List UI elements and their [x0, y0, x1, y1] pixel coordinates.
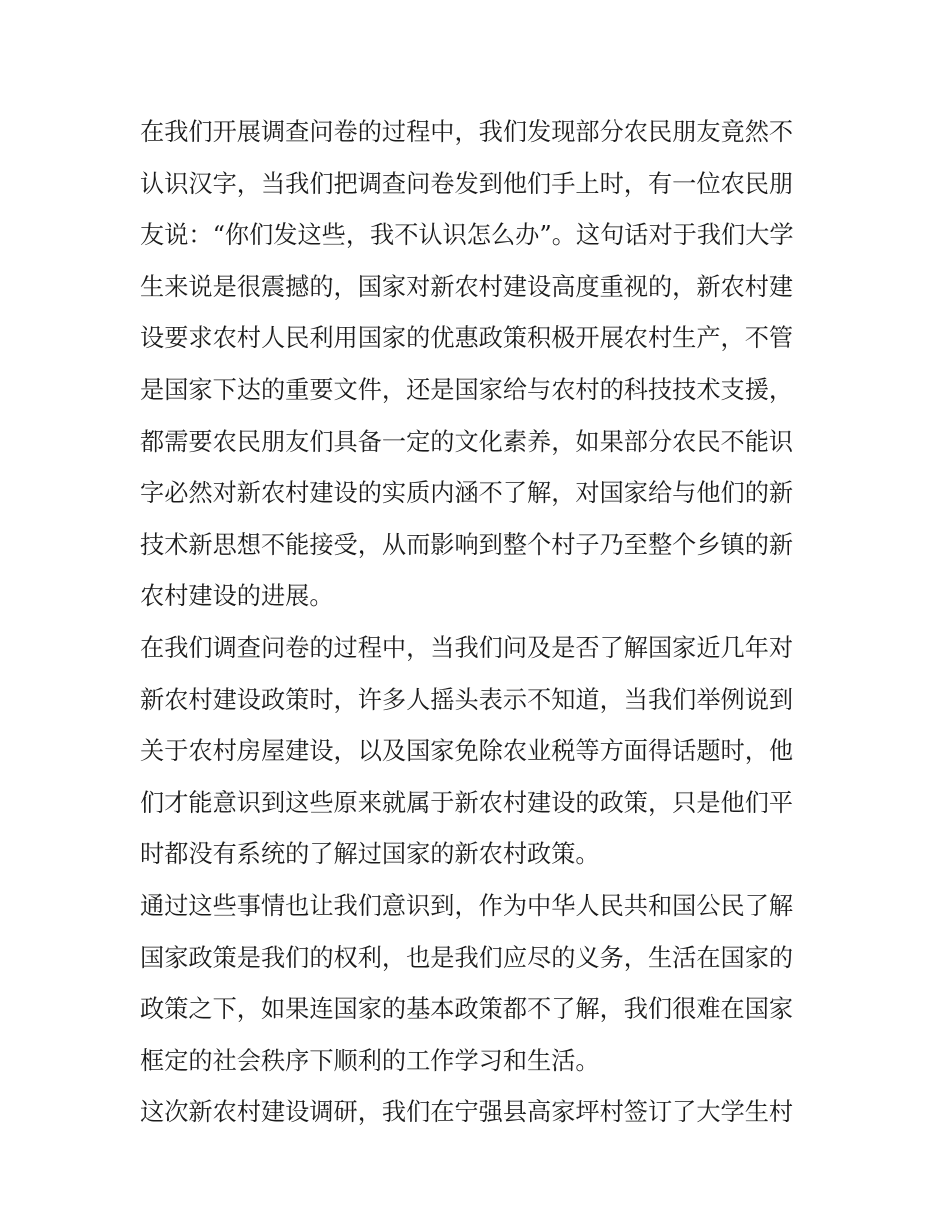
text-line: 是国家下达的重要文件，还是国家给与农村的科技技术支援， [140, 375, 794, 404]
text-line: 框定的社会秩序下顺利的工作学习和生活。 [140, 1046, 600, 1075]
text-line: 国家政策是我们的权利，也是我们应尽的义务，生活在国家的 [140, 943, 794, 972]
text-line: 通过这些事情也让我们意识到，作为中华人民共和国公民了解 [140, 891, 794, 920]
text-line: 设要求农村人民利用国家的优惠政策积极开展农村生产，不管 [140, 324, 794, 353]
text-line: 在我们开展调查问卷的过程中，我们发现部分农民朋友竟然不 [140, 118, 794, 146]
text-line: 认识汉字，当我们把调查问卷发到他们手上时，有一位农民朋 [140, 169, 794, 198]
text-line: 字必然对新农村建设的实质内涵不了解，对国家给与他们的新 [140, 479, 794, 508]
document-body [140, 107, 815, 1139]
text-line: 新农村建设政策时，许多人摇头表示不知道，当我们举例说到 [140, 685, 794, 714]
text-line: 们才能意识到这些原来就属于新农村建设的政策，只是他们平 [140, 788, 794, 817]
text-line: 友说：“你们发这些，我不认识怎么办”。这句话对于我们大学 [140, 221, 794, 250]
text-line: 技术新思想不能接受，从而影响到整个村子乃至整个乡镇的新 [140, 530, 794, 559]
text-line: 政策之下，如果连国家的基本政策都不了解，我们很难在国家 [140, 995, 794, 1024]
text-line: 都需要农民朋友们具备一定的文化素养，如果部分农民不能识 [140, 427, 794, 456]
text-line: 这次新农村建设调研，我们在宁强县高家坪村签订了大学生村 [140, 1098, 794, 1127]
text-line: 在我们调查问卷的过程中，当我们问及是否了解国家近几年对 [140, 633, 794, 662]
text-line: 时都没有系统的了解过国家的新农村政策。 [140, 840, 600, 869]
text-line: 生来说是很震撼的，国家对新农村建设高度重视的，新农村建 [140, 272, 794, 301]
text-line: 关于农村房屋建设，以及国家免除农业税等方面得话题时，他 [140, 737, 794, 766]
text-line: 农村建设的进展。 [140, 582, 334, 611]
